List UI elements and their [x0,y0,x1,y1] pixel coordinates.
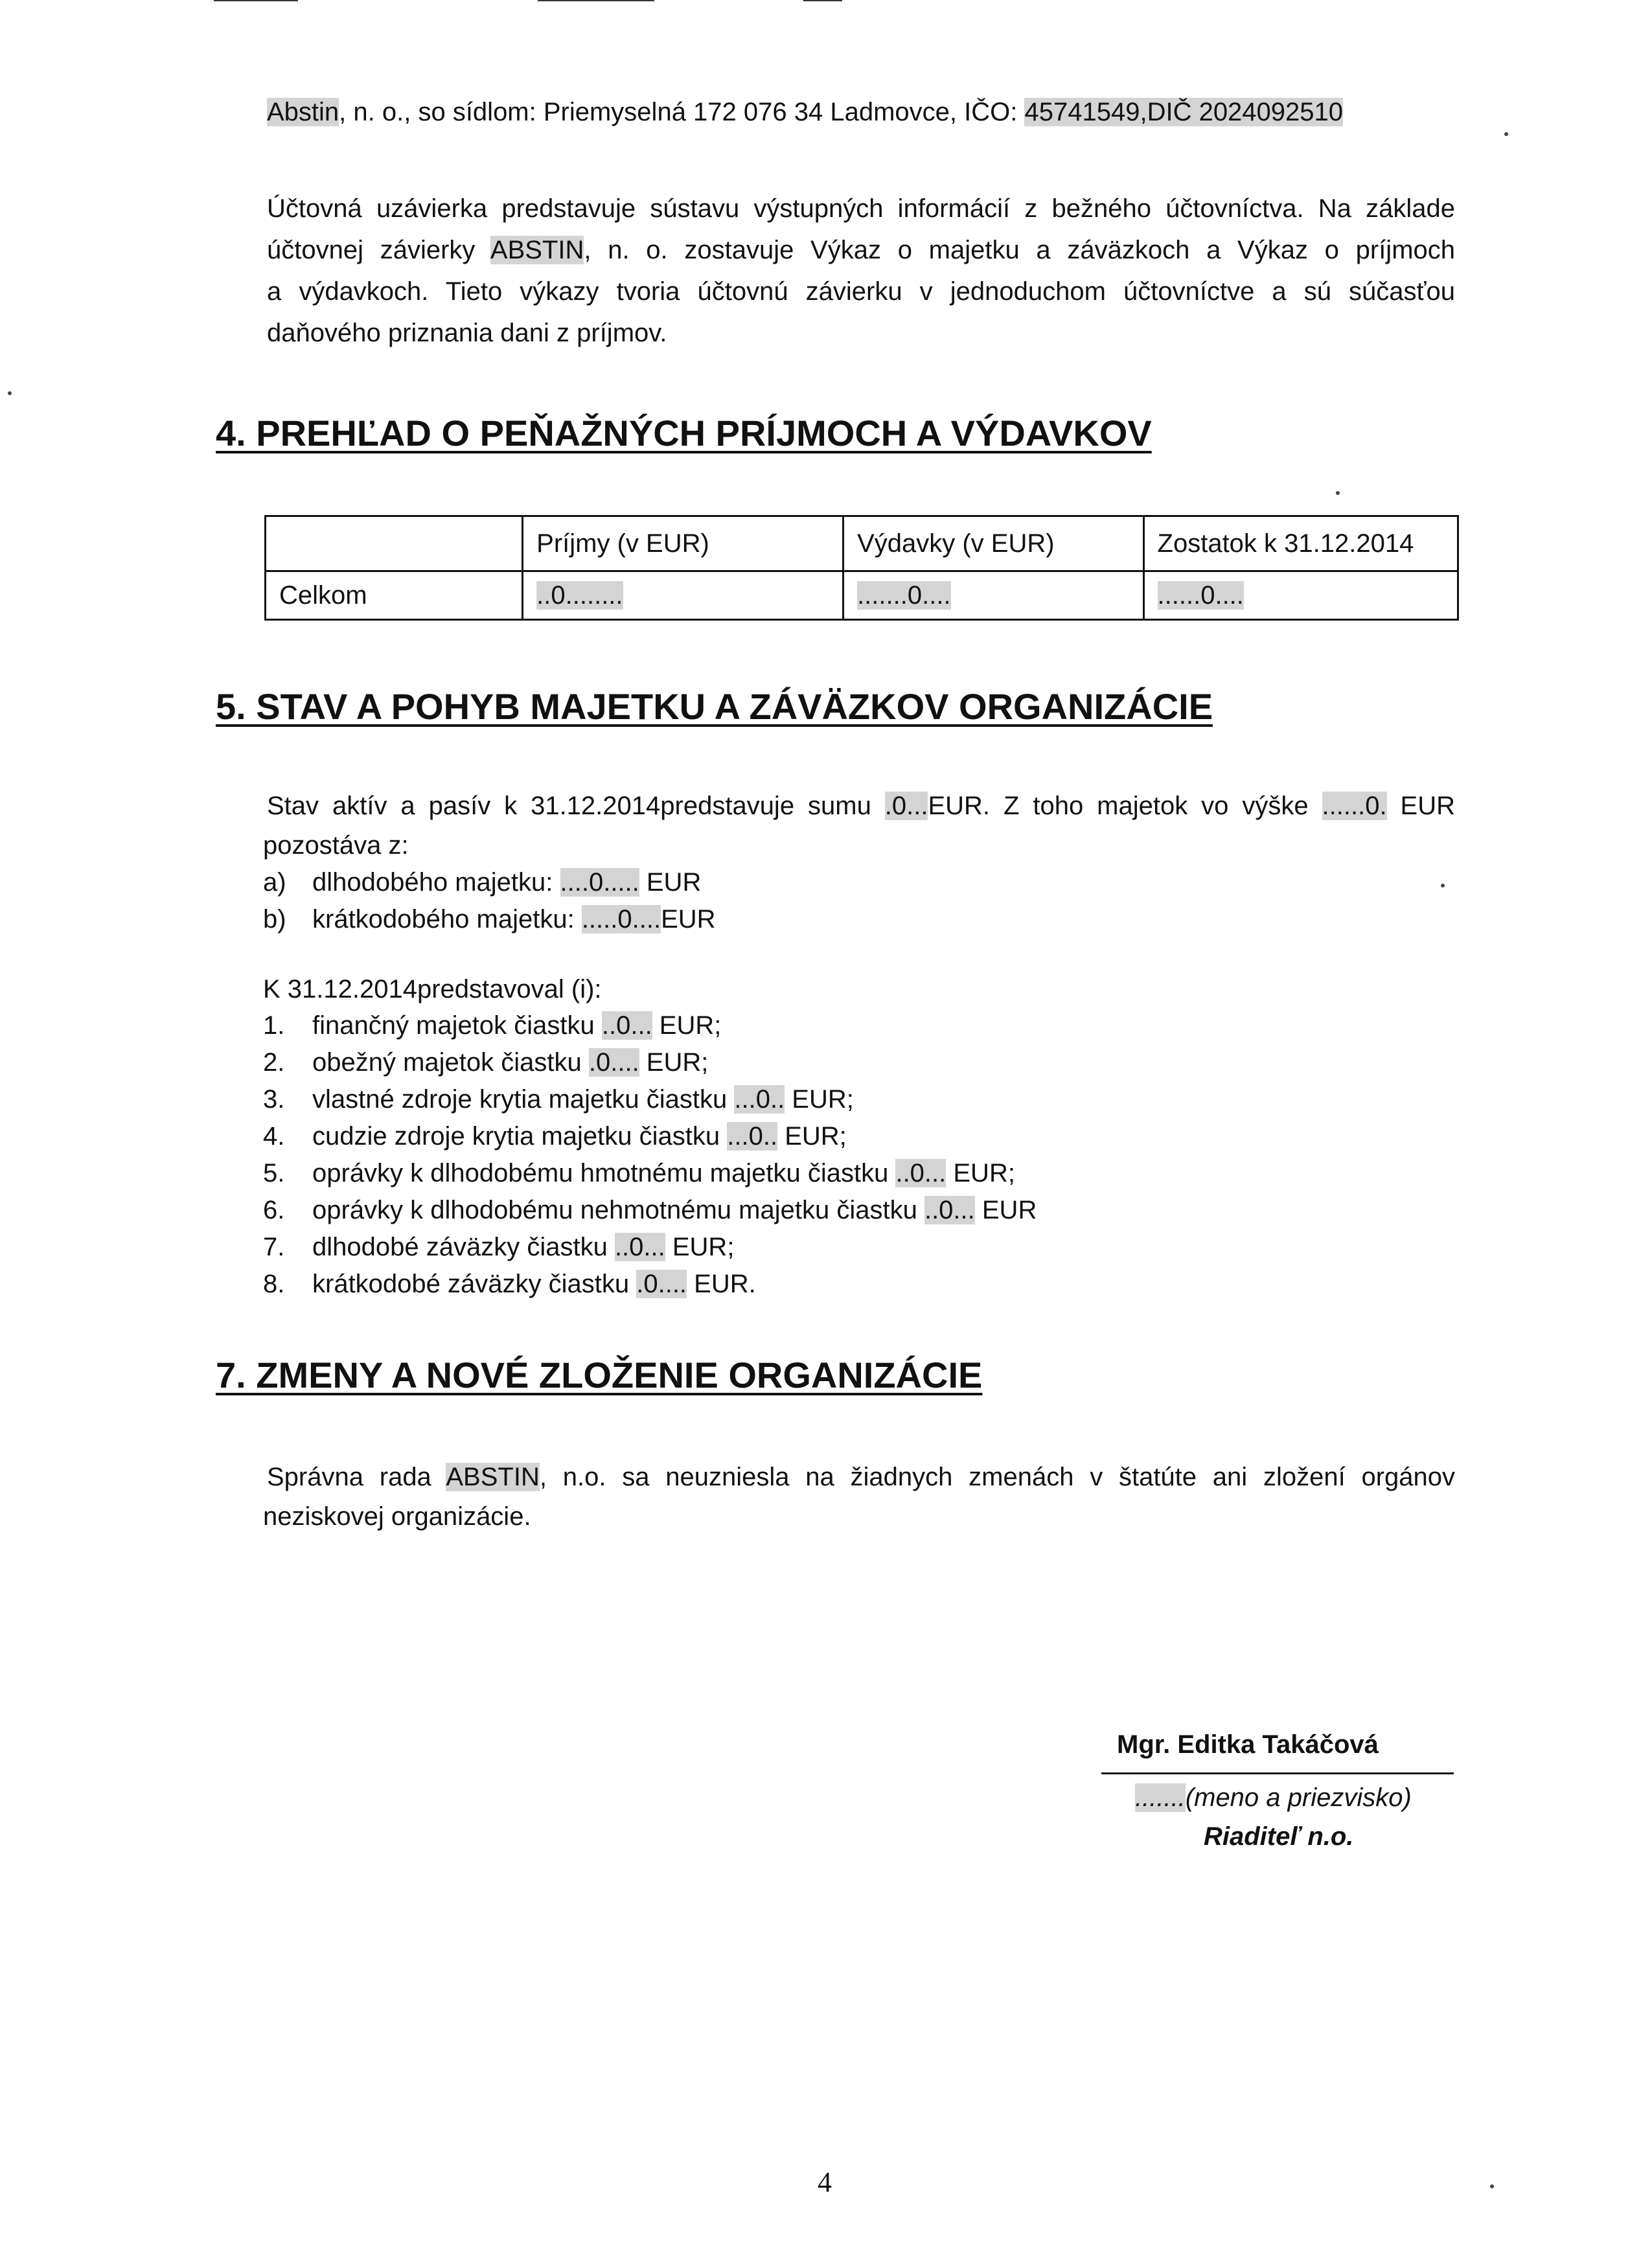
property-value: ......0. [1322,792,1387,820]
list-item [263,1044,1037,1081]
item-unit: EUR; [652,1011,722,1040]
signature-caption [1135,1779,1412,1816]
item-value: .0.... [588,1048,639,1077]
income-value: ..0........ [536,580,623,610]
item-number: 2. [263,1048,285,1077]
header-line [267,93,1343,131]
item-unit: EUR; [777,1122,847,1151]
item-value: ...0.. [734,1085,785,1114]
table-cell-balance [1143,571,1458,620]
item-label: cudzie zdroje krytia majetku čiastku [312,1122,728,1151]
table-header-balance: Zostatok k 31.12.2014 [1143,516,1458,571]
short-term-assets-value: .....0.... [581,905,661,934]
intro-text: , n. o. zostavuje Výkaz o majetku a záväzkoch a Výkaz o príjmoch [584,236,1456,264]
table-header-empty [266,516,523,571]
list-marker: a) [263,868,286,897]
header-org: Abstin [267,98,339,126]
intro-line-4: daňového priznania dani z príjmov. [267,319,667,347]
assets-total-value: .0... [884,792,928,820]
scan-speck [1490,2184,1494,2188]
signature-placeholder: (meno a priezvisko) [1185,1783,1412,1812]
long-term-assets-line [263,864,701,901]
item-number: 5. [263,1159,285,1187]
item-value: ..0... [614,1233,665,1261]
table-cell-income [523,571,843,620]
assets-text: EUR. Z toho majetok vo výške [928,792,1322,820]
list-item [263,1155,1037,1192]
table-cell-expense [843,571,1143,620]
board-org: ABSTIN [446,1463,540,1491]
item-label: dlhodobé záväzky čiastku [312,1233,615,1261]
item-label: vlastné zdroje krytia majetku čiastku [312,1085,735,1114]
long-term-assets-label: dlhodobého majetku: [312,868,560,897]
item-value: .0.... [636,1270,687,1298]
list-item [263,1081,1037,1118]
balance-value: ......0.... [1157,580,1244,610]
item-number: 6. [263,1196,285,1224]
list-item [263,1007,1037,1044]
item-number: 1. [263,1011,285,1040]
intro-line-3: a výdavkoch. Tieto výkazy tvoria účtovnú závierku v jednoduchom účtovníctve a sú súčasťou [267,277,1455,306]
short-term-assets-label: krátkodobého majetku: [312,905,582,934]
item-value: ...0.. [727,1122,778,1151]
list-marker: b) [263,905,286,934]
item-value: ..0... [924,1196,975,1224]
table-header-income: Príjmy (v EUR) [523,516,843,571]
item-value: ..0... [601,1011,652,1040]
item-number: 4. [263,1122,285,1151]
page-number: 4 [818,2166,832,2198]
item-number: 3. [263,1085,285,1114]
board-text: , n.o. sa neuzniesla na žiadnych zmenách v štatúte ani zložení orgánov [539,1463,1456,1491]
scan-speck [1441,884,1445,888]
list-item [263,1229,1037,1266]
scan-speck [1336,491,1340,495]
list-item [263,1118,1037,1155]
long-term-assets-value: ....0..... [560,868,639,897]
intro-text: účtovnej závierky [267,236,490,264]
assets-text: Stav aktív a pasív k 31.12.2014predstavuje sumu [267,792,885,820]
intro-line-1: Účtovná uzávierka predstavuje sústavu výstupných informácií z bežného účtovníctva. Na základe [267,194,1455,223]
item-unit: EUR; [665,1233,735,1261]
item-label: finančný majetok čiastku [312,1011,602,1040]
section-7-title: 7. ZMENY A NOVÉ ZLOŽENIE ORGANIZÁCIE [216,1355,983,1395]
list-item [263,1192,1037,1229]
table-row-label: Celkom [266,571,523,620]
list-item [263,1266,1037,1303]
list-intro: K 31.12.2014predstavoval (i): [263,975,602,1003]
item-unit: EUR; [946,1159,1015,1187]
short-term-assets-line [263,900,716,938]
table-header-expense: Výdavky (v EUR) [843,516,1143,571]
item-label: obežný majetok čiastku [312,1048,589,1077]
item-label: krátkodobé záväzky čiastku [312,1270,637,1298]
header-ids: 45741549,DIČ 2024092510 [1024,98,1344,126]
assets-consists: pozostáva z: [263,831,409,860]
item-unit: EUR. [687,1270,756,1298]
scan-edge-mark [803,0,842,1]
item-number: 7. [263,1233,285,1261]
header-address: , n. o., so sídlom: Priemyselná 172 076 34 Ladmovce, IČO: [339,98,1025,126]
intro-line-2 [267,229,1455,271]
board-sentence-end: neziskovej organizácie. [263,1502,531,1531]
signature-line [1101,1772,1454,1774]
board-text: Správna rada [267,1463,446,1491]
signatory-name: Mgr. Editka Takáčová [1117,1730,1379,1759]
item-label: oprávky k dlhodobému nehmotnému majetku čiastku [312,1196,924,1224]
scan-speck [8,391,12,395]
unit: EUR [639,868,702,897]
section-4-title: 4. PREHĽAD O PEŇAŽNÝCH PRÍJMOCH A VÝDAVKOV [216,413,1152,453]
assets-sentence [267,785,1455,827]
item-unit: EUR [974,1196,1037,1224]
intro-org: ABSTIN [490,236,584,264]
board-sentence [267,1456,1455,1498]
scan-speck [1504,132,1508,136]
scan-edge-mark [538,0,654,1]
signatory-role: Riaditeľ n.o. [1204,1822,1354,1851]
item-unit: EUR; [785,1085,854,1114]
assets-unit: EUR [1386,792,1455,820]
signature-dots: ....... [1135,1783,1186,1812]
section-5-title: 5. STAV A POHYB MAJETKU A ZÁVÄZKOV ORGANIZÁCIE [216,686,1213,727]
item-label: oprávky k dlhodobému hmotnému majetku čiastku [312,1159,896,1187]
item-value: ..0... [895,1159,946,1187]
scan-edge-mark [214,0,298,1]
income-expense-table [264,515,1459,621]
expense-value: .......0.... [857,580,951,610]
item-number: 8. [263,1270,285,1298]
balance-items-list [263,1007,1037,1303]
unit: EUR [661,905,716,934]
item-unit: EUR; [639,1048,709,1077]
